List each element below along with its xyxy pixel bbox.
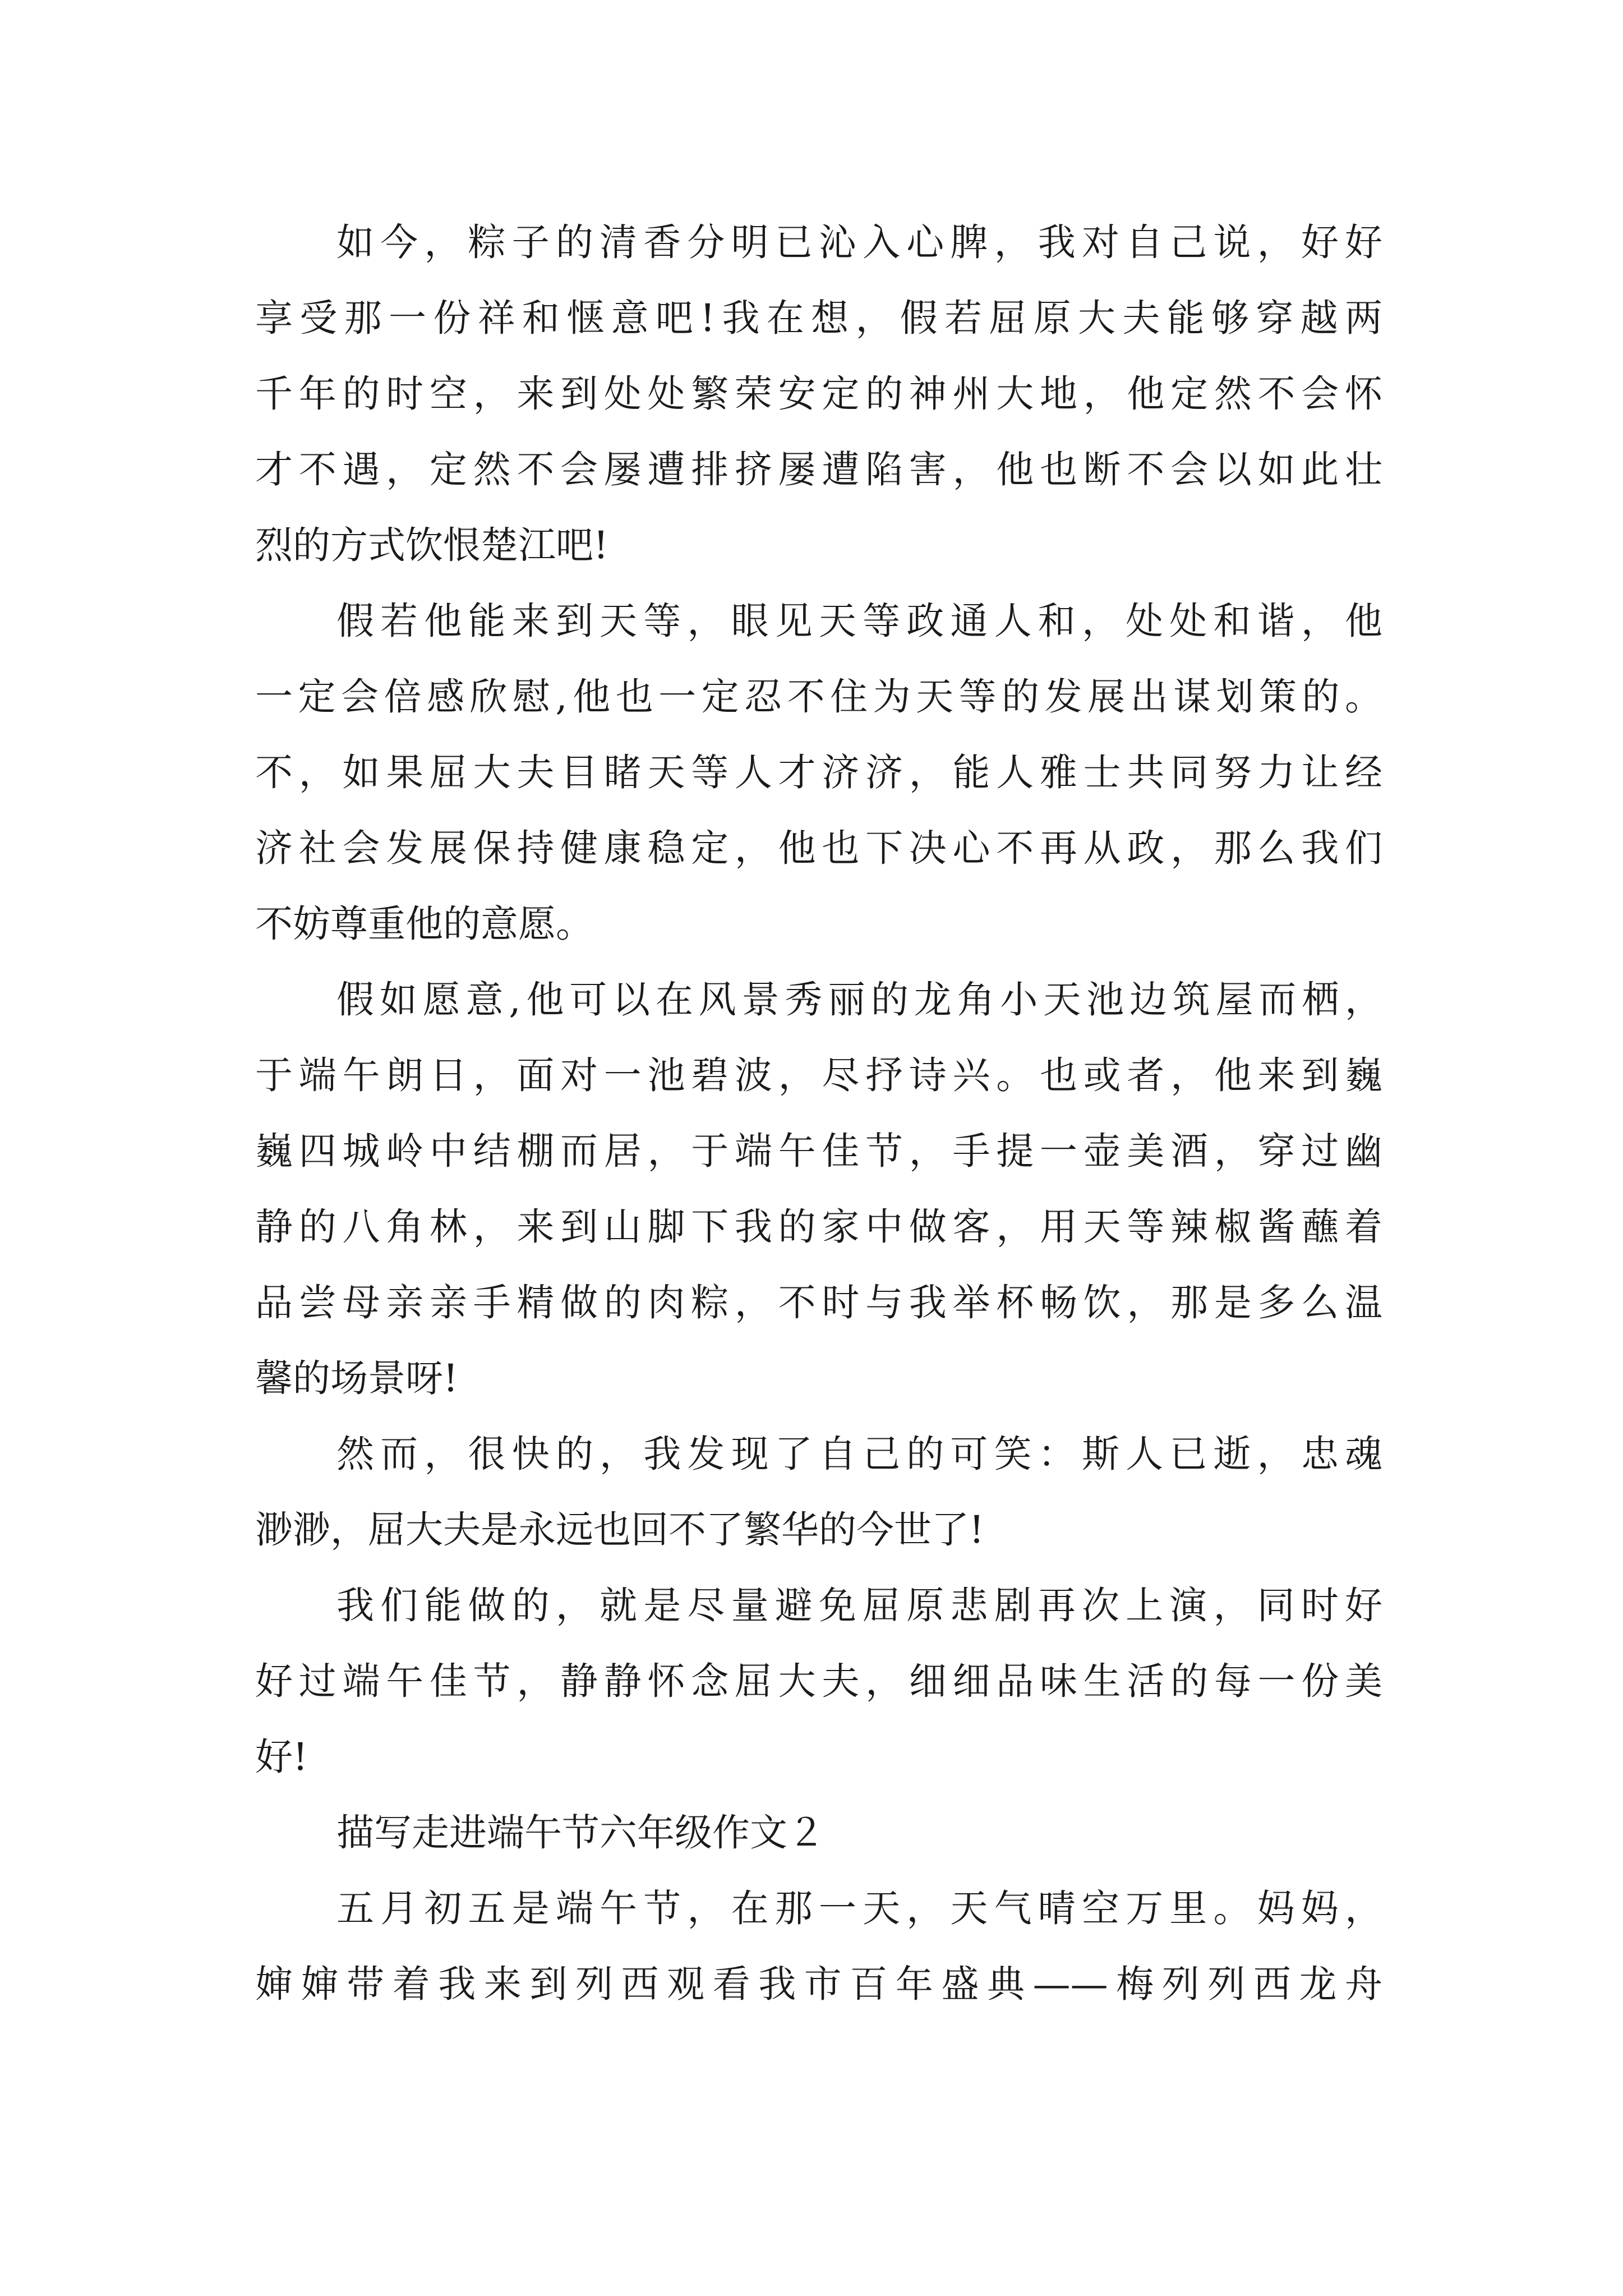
text-line: 我们能做的，就是尽量避免屈原悲剧再次上演，同时好 — [336, 1584, 1382, 1627]
text-line: 如今，粽子的清香分明已沁入心脾，我对自己说，好好 — [336, 220, 1382, 264]
text-line: 假若他能来到天等，眼见天等政通人和，处处和谐，他 — [336, 599, 1382, 643]
text-line: 一定会倍感欣慰,他也一定忍不住为天等的发展出谋划策的。 — [255, 675, 1382, 719]
section-heading: 描写走进端午节六年级作文２ — [336, 1811, 825, 1855]
text-line: 然而，很快的，我发现了自己的可笑：斯人已逝，忠魂 — [336, 1432, 1382, 1476]
text-line: 品尝母亲亲手精做的肉粽，不时与我举杯畅饮，那是多么温 — [255, 1281, 1382, 1324]
text-line: 静的八角林，来到山脚下我的家中做客，用天等辣椒酱蘸着 — [255, 1205, 1382, 1249]
document-body — [255, 205, 1382, 2022]
text-line: 享受那一份祥和惬意吧!我在想，假若屈原大夫能够穿越两 — [255, 296, 1382, 340]
text-line: 假如愿意,他可以在风景秀丽的龙角小天池边筑屋而栖， — [336, 978, 1382, 1022]
text-line: 烈的方式饮恨楚江吧! — [255, 523, 608, 567]
text-line: 不妨尊重他的意愿。 — [255, 902, 593, 946]
text-line: 馨的场景呀! — [255, 1356, 458, 1400]
text-line: 不，如果屈大夫目睹天等人才济济，能人雅士共同努力让经 — [255, 751, 1382, 794]
text-line: 好! — [255, 1735, 308, 1779]
text-line: 千年的时空，来到处处繁荣安定的神州大地，他定然不会怀 — [255, 372, 1382, 416]
text-line: 五月初五是端午节，在那一天，天气晴空万里。妈妈， — [336, 1887, 1382, 1930]
text-line: 于端午朗日，面对一池碧波，尽抒诗兴。也或者，他来到巍 — [255, 1053, 1382, 1097]
text-line: 好过端午佳节，静静怀念屈大夫，细细品味生活的每一份美 — [255, 1659, 1382, 1703]
text-line: 婶婶带着我来到列西观看我市百年盛典——梅列列西龙舟 — [255, 1962, 1382, 2006]
text-line: 巍四城岭中结棚而居，于端午佳节，手提一壶美酒，穿过幽 — [255, 1129, 1382, 1173]
text-line: 济社会发展保持健康稳定，他也下决心不再从政，那么我们 — [255, 826, 1382, 870]
text-line: 渺渺，屈大夫是永远也回不了繁华的今世了! — [255, 1508, 984, 1552]
text-line: 才不遇，定然不会屡遭排挤屡遭陷害，他也断不会以如此壮 — [255, 448, 1382, 491]
